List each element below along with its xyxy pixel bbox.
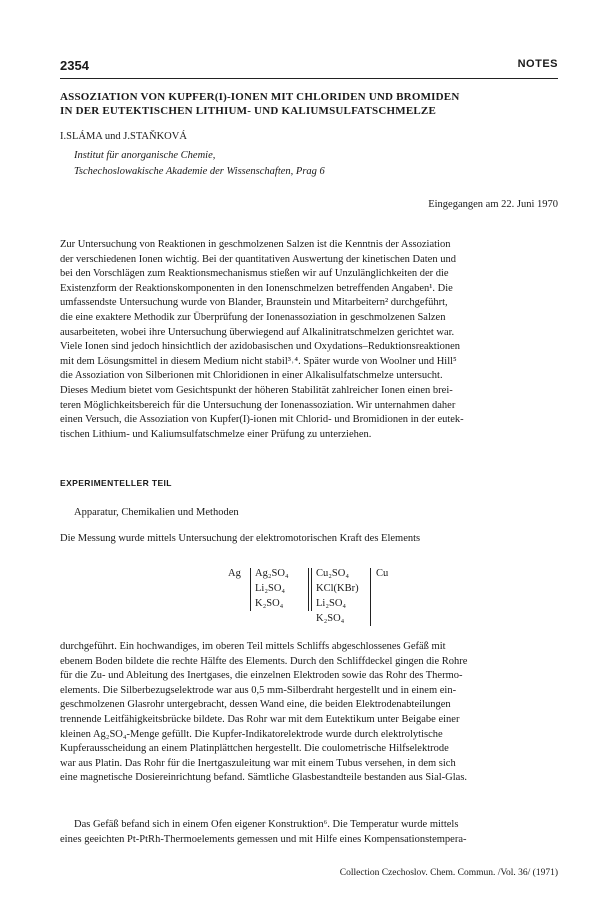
affiliation-line: Tschechoslowakische Akademie der Wissenschaften, Prag 6	[74, 166, 325, 177]
intro-paragraph	[60, 238, 558, 442]
cell-component: KCl(KBr)	[316, 583, 359, 594]
temperature-paragraph	[60, 818, 558, 847]
text-line: umfassendste Untersuchung wurde von Blander, Braunstein und Mitarbeitern² durchgeführt,	[60, 297, 448, 309]
cell-component: K₂SO₄	[255, 598, 284, 609]
phase-boundary-line	[311, 568, 312, 611]
cell-component: Ag₂SO₄	[255, 568, 289, 579]
text-line: Kupferausscheidung an einem Platinplättchen hergestellt. Die coulometrische Hilfselektrode	[60, 743, 449, 755]
journal-citation: Collection Czechoslov. Chem. Commun. /Vol. 36/ (1971)	[339, 868, 558, 878]
text-line: Zur Untersuchung von Reaktionen in geschmolzenen Salzen ist die Kenntnis der Assoziation	[60, 239, 451, 250]
text-line: mit dem Lösungsmittel in diesem Medium nicht stabil³˒⁴. Später wurde von Woolner und Hill⁵	[60, 355, 457, 367]
text-line: war aus Platin. Das Rohr für die Inertgaszuleitung war mit einem Tubus versehen, in dem sich	[60, 757, 456, 769]
text-line: der verschiedenen Ionen wichtig. Bei der quantitativen Auswertung der kinetischen Daten und	[60, 253, 456, 265]
text-line: kleinen Ag₂SO₄-Menge gefüllt. Die Kupfer-Indikatorelektrode wurde durch elektrolytische	[60, 728, 443, 740]
apparatus-paragraph	[60, 640, 558, 786]
text-line: Die Messung wurde mittels Untersuchung der elektromotorischen Kraft des Elements	[60, 533, 421, 544]
cell-left-electrode: Ag	[228, 568, 241, 579]
text-line: Das Gefäß befand sich in einem Ofen eigener Konstruktion⁶. Die Temperatur wurde mittels	[74, 819, 459, 830]
title-line: ASSOZIATION VON KUPFER(I)-IONEN MIT CHLORIDEN UND BROMIDEN	[60, 91, 460, 103]
affiliation	[74, 148, 325, 180]
text-line: tischen Lithium- und Kaliumsulfatschmelze einer Prüfung zu unterziehen.	[60, 428, 372, 440]
text-line: bei den Vorschlägen zum Reaktionsmechanismus stießen wir auf Unzulänglichkeiten der die	[60, 268, 449, 280]
cell-component: Cu₂SO₄	[316, 568, 349, 579]
cell-right-electrode: Cu	[376, 568, 389, 579]
method-paragraph	[60, 532, 558, 547]
section-heading: EXPERIMENTELLER TEIL	[60, 478, 172, 488]
text-line: ausarbeiteten, wobei ihre Untersuchung überwiegend auf Alkalinitratschmelzen gerichtet war.	[60, 326, 455, 338]
cell-component: K₂SO₄	[316, 613, 345, 624]
page-header	[60, 52, 558, 79]
cell-left-phase	[255, 566, 289, 611]
article-title	[60, 90, 558, 118]
authors: I.SLÁMA und J.STAŇKOVÁ	[60, 131, 187, 142]
text-line: geschmolzenen Glasrohr untergebracht, dessen Wand eine, die beiden Elektrodenabteilungen	[60, 699, 451, 711]
cell-right-phase	[316, 566, 359, 626]
cell-component: Li₂SO₄	[255, 583, 286, 594]
text-line: die eine exaktere Methodik zur Überprüfung der Ionenassoziation in geschmolzenen Salzen	[60, 311, 446, 323]
text-line: teren Möglichkeitsbereich für die Untersuchung der Ionenassoziation. Wir unternahmen daher	[60, 399, 456, 411]
text-line: Viele Ionen sind jedoch hinsichtlich der azidobasischen und Oxydations–Reduktionsreaktionen	[60, 341, 461, 353]
phase-boundary-line	[308, 568, 309, 611]
text-line: die Assoziation von Silberionen mit Chloridionen in einer Alkalisulfatschmelze untersucht.	[60, 370, 443, 382]
text-line: durchgeführt. Ein hochwandiges, im oberen Teil mittels Schliffs abgeschlossenes Gefäß mit	[60, 641, 446, 652]
text-line: einen Versuch, die Assoziation von Kupfer(I)-ionen mit Chlorid- und Bromidionen in der eutek-	[60, 414, 464, 426]
text-line: Dieses Medium bietet vom Gesichtspunkt der höheren Stabilität zahlreicher Ionen einen brei-	[60, 384, 453, 396]
phase-boundary-line	[370, 568, 371, 626]
page-number: 2354	[60, 58, 89, 73]
text-line: ebenem Boden bildete die rechte Hälfte des Elements. Durch den Schliffdeckel gingen die Rohre	[60, 655, 468, 667]
text-line: Existenzform der Reaktionskomponenten in den Ionenschmelzen betreffenden Angaben¹. Die	[60, 282, 453, 294]
affiliation-line: Institut für anorganische Chemie,	[74, 150, 216, 161]
text-line: trennende Leitfähigkeitsbrücke bildete. Das Rohr war mit dem Eutektikum unter Beigabe einer	[60, 713, 460, 725]
text-line: elements. Die Silberbezugselektrode war aus 0,5 mm-Silberdraht hergestellt und in einem ein-	[60, 684, 457, 696]
text-line: eines geeichten Pt-PtRh-Thermoelements gemessen und mit Hilfe eines Kompensationstempera-	[60, 833, 467, 845]
phase-boundary-line	[250, 568, 251, 611]
section-label: NOTES	[517, 58, 558, 70]
text-line: für die Zu- und Ableitung des Inertgases, die einzelnen Elektroden sowie das Rohr des Thermo-	[60, 670, 463, 682]
received-date: Eingegangen am 22. Juni 1970	[428, 199, 558, 210]
subsection-heading: Apparatur, Chemikalien und Methoden	[74, 507, 239, 518]
cell-component: Li₂SO₄	[316, 598, 347, 609]
text-line: eine magnetische Dosiereinrichtung befand. Sämtliche Glasbestandteile bestanden aus Sial-Glas.	[60, 772, 468, 784]
title-line: IN DER EUTEKTISCHEN LITHIUM- UND KALIUMSULFATSCHMELZE	[60, 105, 436, 117]
